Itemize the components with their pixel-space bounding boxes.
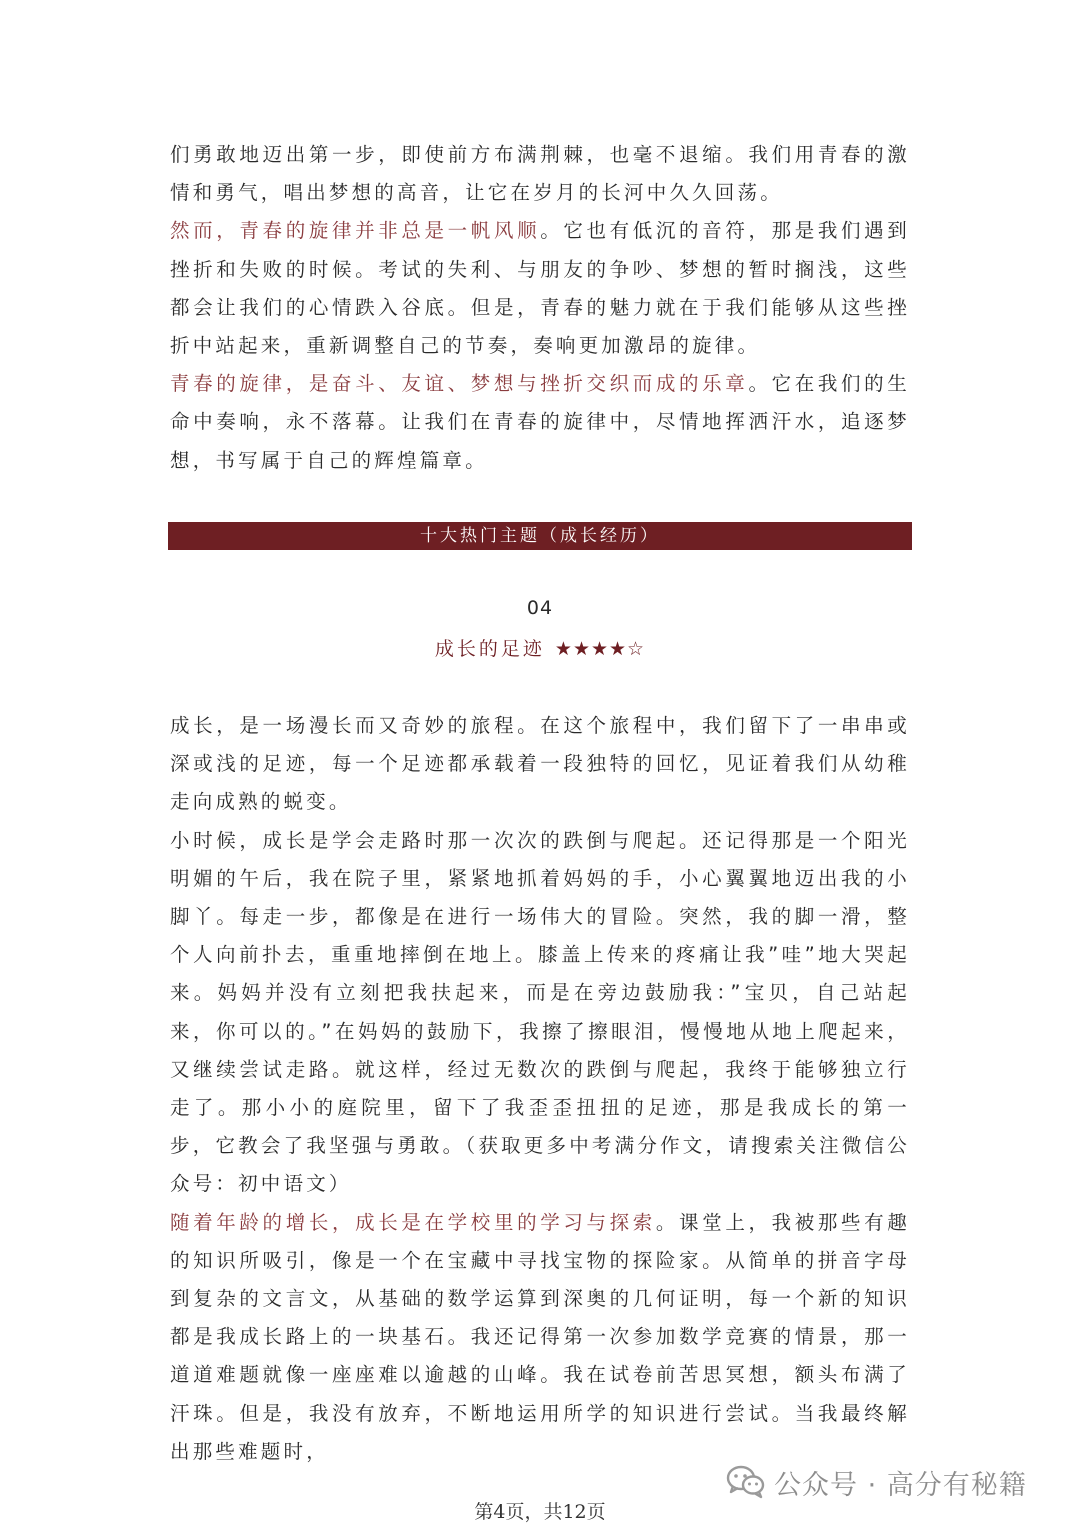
paragraph	[170, 136, 910, 212]
paragraph	[170, 1204, 910, 1471]
essay-number: 04	[526, 597, 554, 619]
star-rating: ★★★★☆	[554, 638, 646, 660]
essay-title: 成长的足迹	[434, 638, 545, 660]
paragraph-text: 小时候，成长是学会走路时那一次次的跌倒与爬起。还记得那是一个阳光明媚的午后，我在院子里，紧紧地抓着妈妈的手，小心翼翼地迈出我的小脚丫。每走一步，都像是在进行一场伟大的冒险。突然，我的脚一滑，整个人向前扑去，重重地摔倒在地上。膝盖上传来的疼痛让我”哇”地大哭起来。妈妈并没有立刻把我扶起来，而是在旁边鼓励我：”宝贝，自己站起来，你可以的。”在妈妈的鼓励下，我擦了擦眼泪，慢慢地从地上爬起来，又继续尝试走路。就这样，经过无数次的跌倒与爬起，我终于能够独立行走了。那小小的庭院里，留下了我歪歪扭扭的足迹，那是我成长的第一步，它教会了我坚强与勇敢。（获取更多中考满分作文，请搜索关注微信公众号：初中语文）	[170, 828, 910, 1196]
paragraph	[170, 822, 910, 1204]
paragraph-highlight: 然而，青春的旋律并非总是一帆风顺	[170, 219, 541, 243]
paragraph	[170, 212, 910, 365]
paragraph-text: 。它也有低沉的音符，那是我们遇到挫折和失败的时候。考试的失利、与朋友的争吵、梦想的暂时搁浅，这些都会让我们的心情跌入谷底。但是，青春的魅力就在于我们能够从这些挫折中站起来，重新调整自己的节奏，奏响更加激昂的旋律。	[170, 219, 910, 358]
paragraph-text: 。课堂上，我被那些有趣的知识所吸引，像是一个在宝藏中寻找宝物的探险家。从简单的拼音字母到复杂的文言文，从基础的数学运算到深奥的几何证明，每一个新的知识都是我成长路上的一块基石。我还记得第一次参加数学竞赛的情景，那一道道难题就像一座座难以逾越的山峰。我在试卷前苦思冥想，额头布满了汗珠。但是，我没有放弃，不断地运用所学的知识进行尝试。当我最终解出那些难题时，	[170, 1210, 911, 1463]
paragraph-text: 们勇敢地迈出第一步，即使前方布满荆棘，也毫不退缩。我们用青春的激情和勇气，唱出梦想的高音，让它在岁月的长河中久久回荡。	[170, 143, 910, 205]
paragraph-text: 。它在我们的生命中奏响，永不落幕。让我们在青春的旋律中，尽情地挥洒汗水，追逐梦想，书写属于自己的辉煌篇章。	[170, 372, 910, 472]
page-number: 第4页，共12页	[474, 1501, 606, 1523]
top-text-section	[170, 136, 910, 480]
paragraph-highlight: 随着年龄的增长，成长是在学校里的学习与探索	[170, 1210, 656, 1234]
paragraph-highlight: 青春的旋律，是奋斗、友谊、梦想与挫折交织而成的乐章	[170, 372, 749, 396]
paragraph	[170, 365, 910, 480]
section-banner: 十大热门主题（成长经历）	[168, 522, 912, 550]
watermark-label: 公众号 · 高分有秘籍	[774, 1469, 1027, 1501]
paragraph	[170, 707, 910, 822]
wechat-icon	[726, 1465, 766, 1499]
paragraph-text: 成长，是一场漫长而又奇妙的旅程。在这个旅程中，我们留下了一串串或深或浅的足迹，每一个足迹都承载着一段独特的回忆，见证着我们从幼稚走向成熟的蜕变。	[170, 714, 910, 814]
essay-title-row	[0, 634, 1080, 661]
essay-body	[170, 707, 910, 1471]
